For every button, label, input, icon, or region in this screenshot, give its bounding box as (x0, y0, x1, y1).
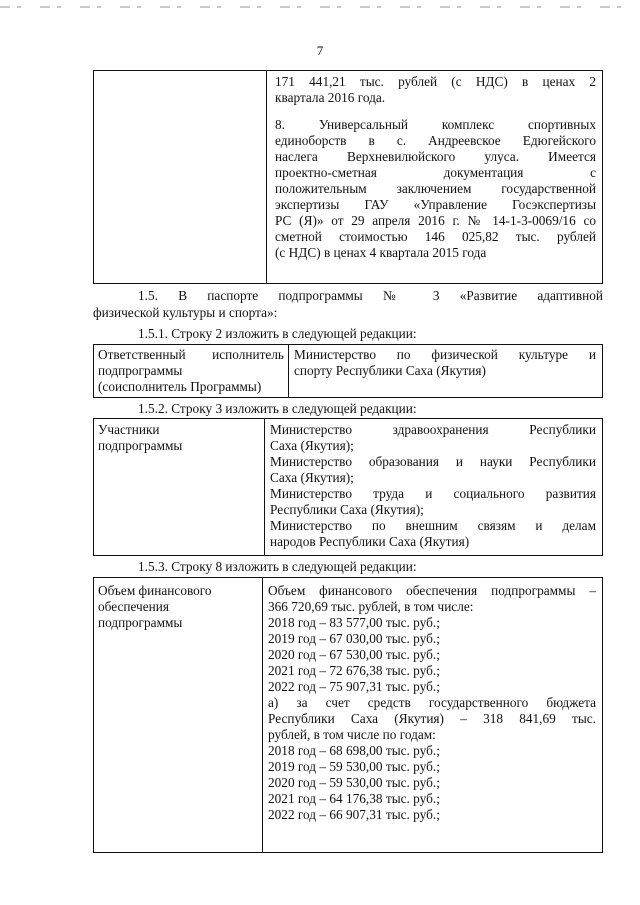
paragraph-1-5-2 (138, 400, 417, 417)
paragraph-text: 1.5.2. Строку 3 изложить в следующей редакции: (138, 401, 417, 416)
text-line: подпрограммы (98, 438, 183, 453)
text-line: Саха (Якутия); (270, 470, 354, 485)
text-line: экспертизы ГАУ «Управление Госэкспертизы (275, 197, 596, 212)
text-line: Министерство образования и науки Республики (270, 454, 596, 469)
text-line: Саха (Якутия); (270, 438, 354, 453)
text-line: наслега Верхневилюйского улуса. Имеется (275, 149, 596, 164)
text-line: Министерство по внешним связям и делам (270, 518, 596, 533)
text-line: 2018 год – 68 698,00 тыс. руб.; (268, 743, 440, 758)
text-line: квартала 2016 года. (275, 90, 386, 105)
table-1-left-cell (94, 345, 289, 398)
text-line: единоборств в с. Андреевское Едюгейского (275, 133, 596, 148)
text-line: а) за счет средств государственного бюджета (268, 695, 596, 710)
page-number: 7 (316, 43, 324, 58)
text-line: подпрограммы (98, 363, 183, 378)
text-line: физической культуры и спорта»: (93, 305, 278, 320)
paragraph-1-5-1 (138, 325, 417, 342)
text-line: подпрограммы (98, 615, 183, 630)
text-line: сметной стоимостью 146 025,82 тыс. рублей (275, 229, 596, 244)
table-3-left-cell (94, 578, 263, 853)
text-line: 2021 год – 72 676,38 тыс. руб.; (268, 663, 440, 678)
table-responsible-executor (93, 344, 603, 398)
table-financing (93, 577, 603, 853)
text-line: РС (Я)» от 29 апреля 2016 г. № 14-1-3-0069/16 со (275, 213, 596, 228)
paragraph-text: 1.5.1. Строку 2 изложить в следующей редакции: (138, 326, 417, 341)
text-line: 2020 год – 67 530,00 тыс. руб.; (268, 647, 440, 662)
text-line: Объем финансового (98, 583, 212, 598)
text-line: обеспечения (98, 599, 169, 614)
text-line: 2018 год – 83 577,00 тыс. руб.; (268, 615, 440, 630)
text-line: 2019 год – 67 030,00 тыс. руб.; (268, 631, 440, 646)
text-line: народов Республики Саха (Якутия) (270, 534, 470, 549)
text-line: 2022 год – 66 907,31 тыс. руб.; (268, 807, 440, 822)
text-line: 366 720,69 тыс. рублей, в том числе: (268, 599, 474, 614)
text-line: 8. Универсальный комплекс спортивных (275, 117, 596, 132)
text-line: Участники (98, 422, 160, 437)
text-line: положительным заключением государственной (275, 181, 596, 196)
text-line: 2020 год – 59 530,00 тыс. руб.; (268, 775, 440, 790)
table-2-left-cell (94, 419, 265, 556)
text-line: Министерство труда и социального развития (270, 486, 596, 501)
text-line: рублей, в том числе по годам: (268, 727, 436, 742)
table-1-right-cell (289, 345, 603, 398)
text-line: Министерство по физической культуре и (294, 347, 596, 362)
text-line: проектно-сметная документация с (275, 165, 596, 180)
table-participants (93, 418, 603, 556)
text-line: 1.5. В паспорте подпрограммы № 3 «Развитие адаптивной (138, 288, 603, 303)
text-line: Объем финансового обеспечения подпрограммы – (268, 583, 596, 598)
table-continuation-left-cell (94, 71, 267, 284)
paragraph-text: 1.5.3. Строку 8 изложить в следующей редакции: (138, 559, 417, 574)
text-line: 171 441,21 тыс. рублей (с НДС) в ценах 2 (275, 74, 596, 89)
paragraph-1-5 (93, 287, 603, 321)
text-line: (с НДС) в ценах 4 квартала 2015 года (275, 245, 487, 260)
table-continuation (93, 70, 603, 284)
text-line: Республики Саха (Якутия) – 318 841,69 тыс. (268, 711, 596, 726)
text-line: спорту Республики Саха (Якутия) (294, 363, 486, 378)
text-line: Республики Саха (Якутия); (270, 502, 424, 517)
text-line: 2021 год – 64 176,38 тыс. руб.; (268, 791, 440, 806)
paragraph-1-5-3 (138, 558, 417, 575)
table-3-right-cell (263, 578, 603, 853)
text-line: 2019 год – 59 530,00 тыс. руб.; (268, 759, 440, 774)
table-2-right-cell (265, 419, 603, 556)
table-continuation-right-cell (267, 71, 603, 284)
text-line: (соисполнитель Программы) (98, 379, 262, 394)
text-line: 2022 год – 75 907,31 тыс. руб.; (268, 679, 440, 694)
scan-edge-artifact (0, 6, 640, 8)
text-line: Ответственный исполнитель (98, 347, 284, 362)
text-line: Министерство здравоохранения Республики (270, 422, 596, 437)
